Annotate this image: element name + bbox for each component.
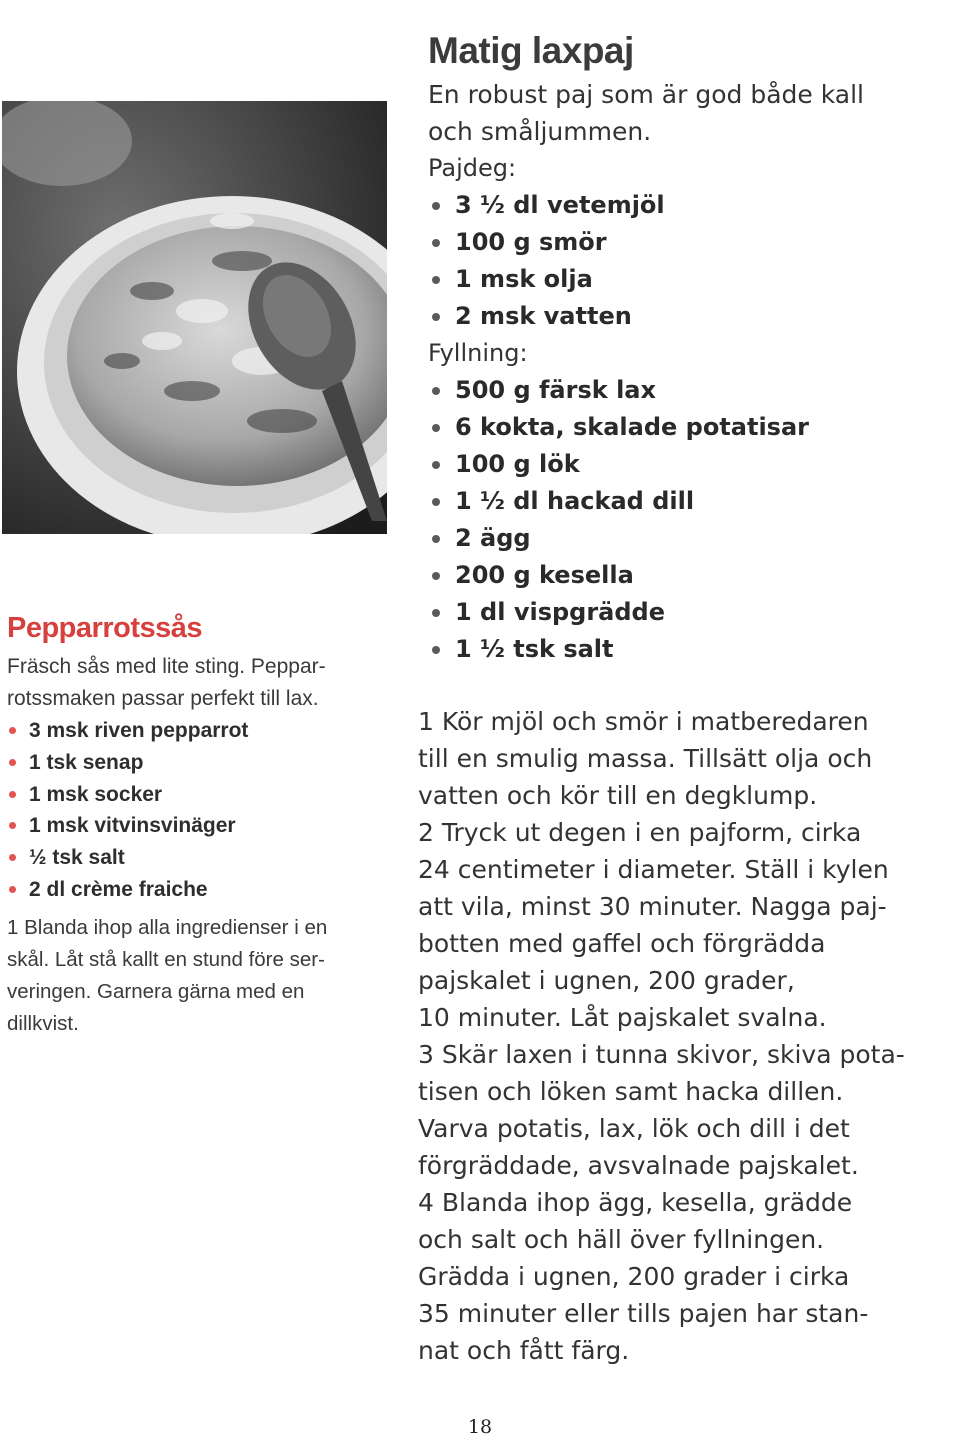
bullet-icon	[432, 609, 440, 617]
dough-ingredient-list	[428, 187, 928, 335]
filling-ingredient: 2 ägg	[428, 520, 928, 557]
pie-step-line: 3 Skär laxen i tunna skivor, skiva pota-	[418, 1040, 905, 1069]
sauce-ingredient-list	[7, 715, 377, 906]
sauce-intro-line: rotssmaken passar perfekt till lax.	[7, 687, 319, 710]
sauce-ingredient: 1 tsk senap	[7, 747, 377, 779]
sauce-steps	[7, 912, 377, 1040]
pie-step-line: Varva potatis, lax, lök och dill i det	[418, 1114, 850, 1143]
filling-ingredient: 500 g färsk lax	[428, 372, 928, 409]
filling-ingredient: 1 dl vispgrädde	[428, 594, 928, 631]
dough-ingredient: 100 g smör	[428, 224, 928, 261]
sauce-ingredient: 3 msk riven pepparrot	[7, 715, 377, 747]
bullet-icon	[432, 646, 440, 654]
pie-intro-line: och småljummen.	[428, 117, 652, 146]
pie-step-line: att vila, minst 30 minuter. Nagga paj-	[418, 892, 887, 921]
sauce-ingredient: 1 msk socker	[7, 779, 377, 811]
sauce-step-line: 1 Blanda ihop alla ingredienser i en	[7, 915, 328, 939]
sauce-ingredient: 1 msk vitvinsvinäger	[7, 810, 377, 842]
filling-ingredient-list	[428, 372, 928, 668]
pie-title: Matig laxpaj	[428, 30, 634, 71]
pie-step-line: botten med gaffel och förgrädda	[418, 929, 826, 958]
pie-step-line: 4 Blanda ihop ägg, kesella, grädde	[418, 1188, 853, 1217]
sauce-intro	[7, 651, 377, 715]
filling-ingredient: 1 ½ tsk salt	[428, 631, 928, 668]
bullet-icon	[432, 202, 440, 210]
bullet-icon	[432, 461, 440, 469]
bullet-icon	[9, 791, 16, 798]
sauce-ingredient: ½ tsk salt	[7, 842, 377, 874]
sauce-intro-line: Fräsch sås med lite sting. Peppar-	[7, 655, 326, 678]
pie-step-line: 1 Kör mjöl och smör i matberedaren	[418, 707, 869, 736]
bullet-icon	[9, 886, 16, 893]
pie-intro	[428, 76, 928, 150]
dough-ingredient: 3 ½ dl vetemjöl	[428, 187, 928, 224]
dough-label: Pajdeg:	[428, 154, 517, 182]
pie-step-line: pajskalet i ugnen, 200 grader,	[418, 966, 795, 995]
pie-step-line: och salt och häll över fyllningen.	[418, 1225, 825, 1254]
sauce-title: Pepparrotssås	[7, 612, 202, 644]
sauce-ingredient: 2 dl crème fraiche	[7, 874, 377, 906]
bullet-icon	[9, 854, 16, 861]
pie-step-line: 24 centimeter i diameter. Ställ i kylen	[418, 855, 889, 884]
bullet-icon	[432, 276, 440, 284]
bullet-icon	[432, 424, 440, 432]
sauce-recipe	[7, 612, 377, 1040]
bullet-icon	[432, 387, 440, 395]
pie-step-line: Grädda i ugnen, 200 grader i cirka	[418, 1262, 850, 1291]
pie-step-line: 35 minuter eller tills pajen har stan-	[418, 1299, 869, 1328]
filling-ingredient: 200 g kesella	[428, 557, 928, 594]
sauce-step-line: dillkvist.	[7, 1011, 79, 1035]
pie-step-line: nat och fått färg.	[418, 1336, 630, 1365]
pie-step-line: tisen och löken samt hacka dillen.	[418, 1077, 844, 1106]
pie-intro-line: En robust paj som är god både kall	[428, 80, 864, 109]
pie-step-line: till en smulig massa. Tillsätt olja och	[418, 744, 873, 773]
bullet-icon	[9, 759, 16, 766]
bullet-icon	[9, 727, 16, 734]
dough-ingredient: 2 msk vatten	[428, 298, 928, 335]
quiche-photo-icon	[2, 101, 387, 534]
bullet-icon	[9, 822, 16, 829]
pie-step-line: 2 Tryck ut degen i en pajform, cirka	[418, 818, 862, 847]
dough-ingredient: 1 msk olja	[428, 261, 928, 298]
bullet-icon	[432, 572, 440, 580]
filling-label: Fyllning:	[428, 339, 528, 367]
bullet-icon	[432, 239, 440, 247]
page-number: 18	[467, 1416, 493, 1438]
filling-ingredient: 100 g lök	[428, 446, 928, 483]
pie-recipe	[428, 30, 928, 668]
filling-ingredient: 6 kokta, skalade potatisar	[428, 409, 928, 446]
pie-step-line: förgräddade, avsvalnade pajskalet.	[418, 1151, 859, 1180]
pie-steps	[418, 703, 928, 1369]
filling-ingredient: 1 ½ dl hackad dill	[428, 483, 928, 520]
bullet-icon	[432, 313, 440, 321]
pie-step-line: 10 minuter. Låt pajskalet svalna.	[418, 1003, 827, 1032]
bullet-icon	[432, 535, 440, 543]
sauce-step-line: veringen. Garnera gärna med en	[7, 979, 305, 1003]
sauce-step-line: skål. Låt stå kallt en stund före ser-	[7, 947, 325, 971]
bullet-icon	[432, 498, 440, 506]
quiche-photo	[2, 101, 387, 534]
pie-step-line: vatten och kör till en degklump.	[418, 781, 818, 810]
